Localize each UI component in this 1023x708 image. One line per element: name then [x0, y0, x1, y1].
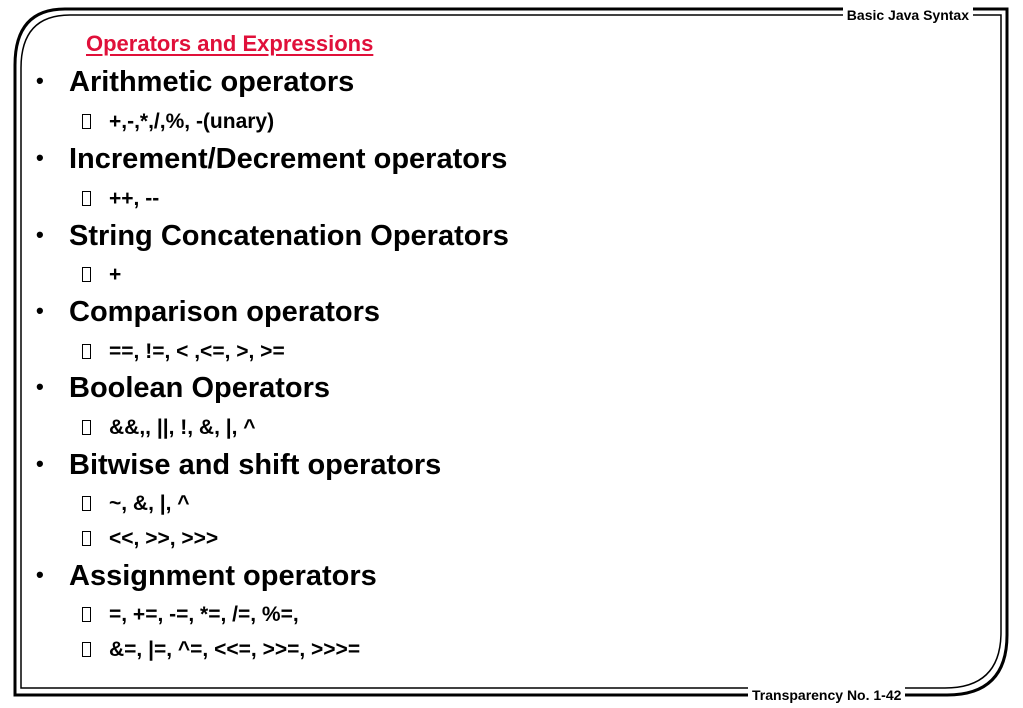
bullet-label: Assignment operators [69, 560, 377, 592]
missing-glyph-icon [82, 191, 91, 206]
missing-glyph-icon [82, 531, 91, 546]
missing-glyph-icon [82, 420, 91, 435]
bullet-bitwise [36, 449, 441, 483]
bullet-label: String Concatenation Operators [69, 220, 509, 252]
sub-bullet [82, 110, 274, 136]
sub-bullet [82, 527, 218, 553]
missing-glyph-icon [82, 344, 91, 359]
sub-bullet-text: ==, !=, < ,<=, >, >= [109, 340, 285, 363]
bullet-dot-icon: • [36, 68, 44, 93]
bullet-label: Bitwise and shift operators [69, 449, 442, 481]
bullet-dot-icon: • [36, 374, 44, 399]
sub-bullet [82, 263, 121, 289]
bullet-assignment [36, 560, 377, 594]
sub-bullet [82, 603, 299, 629]
sub-bullet [82, 638, 360, 664]
bullet-dot-icon: • [36, 222, 44, 247]
bullet-label: Arithmetic operators [69, 66, 355, 98]
sub-bullet [82, 340, 285, 366]
sub-bullet [82, 492, 190, 518]
bullet-label: Increment/Decrement operators [69, 143, 508, 175]
missing-glyph-icon [82, 496, 91, 511]
bullet-boolean [36, 372, 330, 406]
bullet-dot-icon: • [36, 298, 44, 323]
sub-bullet-text: ++, -- [109, 187, 160, 210]
sub-bullet-text: ~, &, |, ^ [109, 492, 190, 515]
bullet-arithmetic [36, 66, 354, 100]
bullet-dot-icon: • [36, 562, 44, 587]
sub-bullet [82, 416, 256, 442]
slide-title: Operators and Expressions [86, 31, 374, 56]
bullet-label: Boolean Operators [69, 372, 331, 404]
sub-bullet-text: + [109, 263, 122, 286]
missing-glyph-icon [82, 267, 91, 282]
bullet-dot-icon: • [36, 451, 44, 476]
missing-glyph-icon [82, 114, 91, 129]
missing-glyph-icon [82, 607, 91, 622]
sub-bullet [82, 187, 159, 213]
course-title: Basic Java Syntax [843, 7, 973, 23]
sub-bullet-text: =, +=, -=, *=, /=, %=, [109, 603, 299, 626]
sub-bullet-text: +,-,*,/,%, -(unary) [109, 110, 275, 133]
missing-glyph-icon [82, 642, 91, 657]
sub-bullet-text: &&,, ||, !, &, |, ^ [109, 416, 256, 439]
sub-bullet-text: <<, >>, >>> [109, 527, 219, 550]
bullet-label: Comparison operators [69, 296, 380, 328]
bullet-concatenation [36, 220, 509, 254]
bullet-comparison [36, 296, 380, 330]
bullet-increment [36, 143, 507, 177]
bullet-dot-icon: • [36, 145, 44, 170]
sub-bullet-text: &=, |=, ^=, <<=, >>=, >>>= [109, 638, 361, 661]
transparency-number: Transparency No. 1-42 [748, 687, 905, 703]
